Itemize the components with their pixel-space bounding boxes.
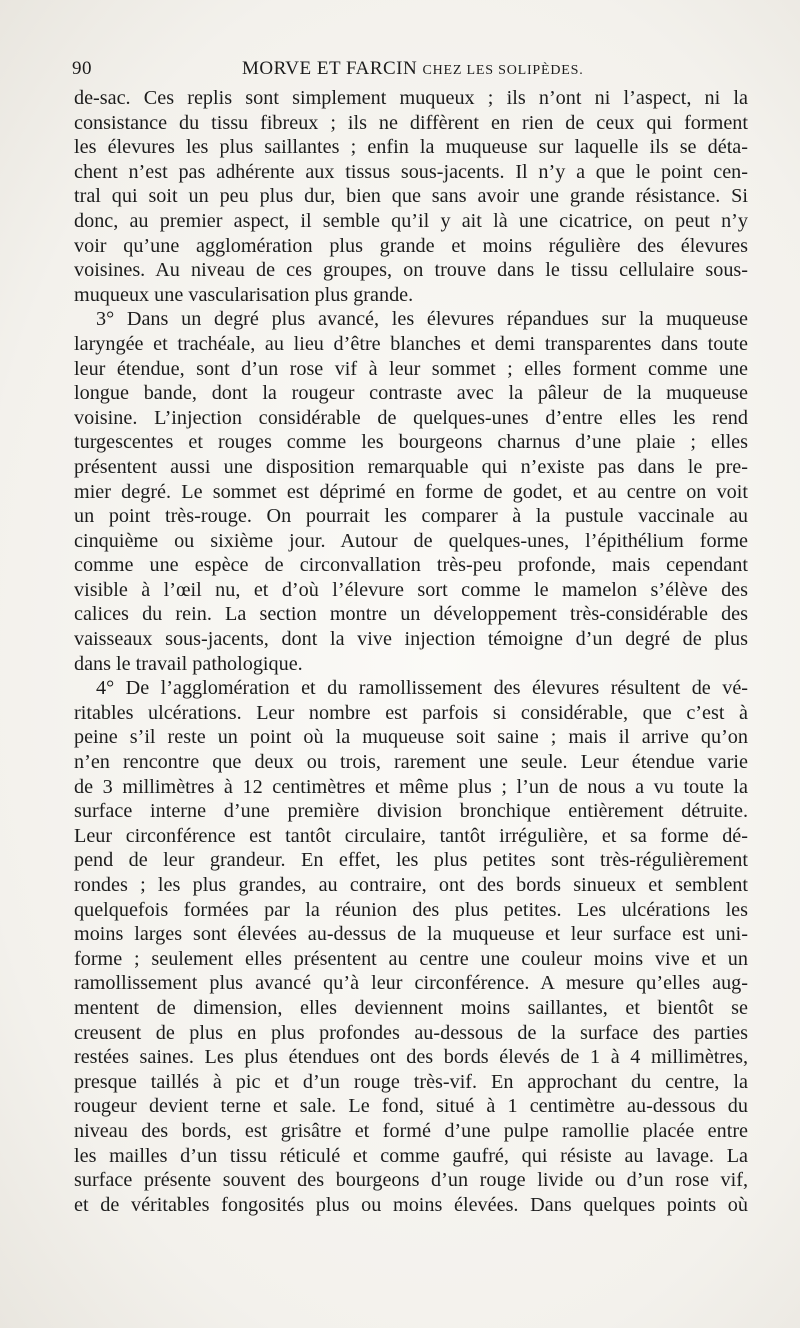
text-line: dans le travail pathologique.: [74, 652, 303, 675]
text-line: calices du rein. La section montre un développement très-considérable des: [74, 603, 748, 626]
text-line: présentent aussi une disposition remarquable qui n’existe pas dans le pre-: [74, 455, 748, 478]
text-line: presque taillés à pic et d’un rouge très-vif. En approchant du centre, la: [74, 1070, 748, 1093]
text-line: chent n’est pas adhérente aux tissus sous-jacents. Il n’y a que le point cen-: [74, 160, 748, 183]
text-line: les élevures les plus saillantes ; enfin la muqueuse sur laquelle ils se déta-: [74, 136, 748, 159]
text-line: mentent de dimension, elles deviennent moins saillantes, et bientôt se: [74, 996, 748, 1019]
running-title-main: MORVE ET FARCIN: [242, 58, 418, 79]
text-line: mier degré. Le sommet est déprimé en forme de godet, et au centre on voit: [74, 480, 748, 503]
text-line: les mailles d’un tissu réticulé et comme gaufré, qui résiste au lavage. La: [74, 1144, 748, 1167]
text-line: 3° Dans un degré plus avancé, les élevures répandues sur la muqueuse: [96, 308, 748, 331]
text-line: et de véritables fongosités plus ou moins élevées. Dans quelques points où: [74, 1193, 748, 1216]
text-line: quelquefois formées par la réunion des plus petites. Les ulcérations les: [74, 898, 748, 921]
text-line: ritables ulcérations. Leur nombre est parfois si considérable, que c’est à: [74, 701, 748, 724]
text-line: un point très-rouge. On pourrait les comparer à la pustule vaccinale au: [74, 505, 748, 528]
text-line: muqueux une vascularisation plus grande.: [74, 283, 414, 306]
text-line: surface présente souvent des bourgeons d’un rouge livide ou d’un rose vif,: [74, 1169, 748, 1192]
text-line: rondes ; les plus grandes, au contraire, ont des bords sinueux et semblent: [74, 874, 748, 896]
text-line: vaisseaux sous-jacents, dont la vive injection témoigne d’un degré de plus: [74, 628, 748, 651]
text-line: ramollissement plus avancé qu’à leur circonférence. A mesure qu’elles aug-: [74, 972, 748, 995]
running-header: [72, 56, 752, 84]
text-line: 4° De l’agglomération et du ramollissement des élevures résultent de vé-: [96, 677, 748, 700]
text-line: cinquième ou sixième jour. Autour de quelques-unes, l’épithélium forme: [74, 529, 748, 552]
text-line: leur étendue, sont d’un rose vif à leur sommet ; elles forment comme une: [74, 357, 748, 380]
text-line: de 3 millimètres à 12 centimètres et même plus ; l’un de nous a vu toute la: [74, 775, 748, 798]
text-line: niveau des bords, est grisâtre et formé d’une pulpe ramollie placée entre: [74, 1119, 748, 1142]
text-line: longue bande, dont la rougeur contraste avec la pâleur de la muqueuse: [74, 382, 748, 405]
text-line: peine s’il reste un point où la muqueuse soit saine ; mais il arrive qu’on: [74, 726, 748, 749]
text-line: Leur circonférence est tantôt circulaire, tantôt irrégulière, et sa forme dé-: [74, 824, 748, 847]
text-line: de-sac. Ces replis sont simplement muqueux ; ils n’ont ni l’aspect, ni la: [74, 87, 748, 109]
text-line: donc, au premier aspect, il semble qu’il y ait là une cicatrice, on peut n’y: [74, 209, 748, 232]
text-line: pend de leur grandeur. En effet, les plus petites sont très-régulièrement: [74, 849, 748, 872]
running-title-small-caps: CHEZ LES SOLIPÈDES.: [422, 63, 584, 78]
text-line: tral qui soit un peu plus dur, bien que sans avoir une grande résistance. Si: [74, 185, 748, 208]
text-line: comme une espèce de circonvallation très-peu profonde, mais cependant: [74, 554, 748, 577]
text-line: consistance du tissu fibreux ; ils ne diffèrent en rien de ceux qui forment: [74, 111, 748, 134]
text-line: moins larges sont élevées au-dessus de la muqueuse et leur surface est uni-: [74, 923, 748, 946]
text-line: voisine. L’injection considérable de quelques-unes d’entre elles les rend: [74, 406, 748, 429]
text-line: rougeur devient terne et sale. Le fond, situé à 1 centimètre au-dessous du: [74, 1095, 748, 1118]
running-title: [242, 58, 584, 80]
text-line: surface interne d’une première division bronchique entièrement détruite.: [74, 800, 748, 823]
text-line: forme ; seulement elles présentent au centre une couleur moins vive et un: [74, 947, 748, 970]
text-line: laryngée et trachéale, au lieu d’être blanches et demi transparentes dans toute: [74, 332, 748, 355]
page-number: 90: [72, 58, 92, 79]
text-line: voir qu’une agglomération plus grande et moins régulière des élevures: [74, 234, 748, 257]
body-text: [74, 86, 748, 1217]
text-line: restées saines. Les plus étendues ont des bords élevés de 1 à 4 millimètres,: [74, 1046, 748, 1069]
text-line: turgescentes et rouges comme les bourgeons charnus d’une plaie ; elles: [74, 431, 748, 454]
text-line: creusent de plus en plus profondes au-dessous de la surface des parties: [74, 1021, 748, 1044]
text-line: visible à l’œil nu, et d’où l’élevure sort comme le mamelon s’élève des: [74, 578, 748, 601]
text-line: n’en rencontre que deux ou trois, rarement une seule. Leur étendue varie: [74, 751, 748, 774]
text-line: voisines. Au niveau de ces groupes, on trouve dans le tissu cellulaire sous-: [74, 259, 748, 282]
